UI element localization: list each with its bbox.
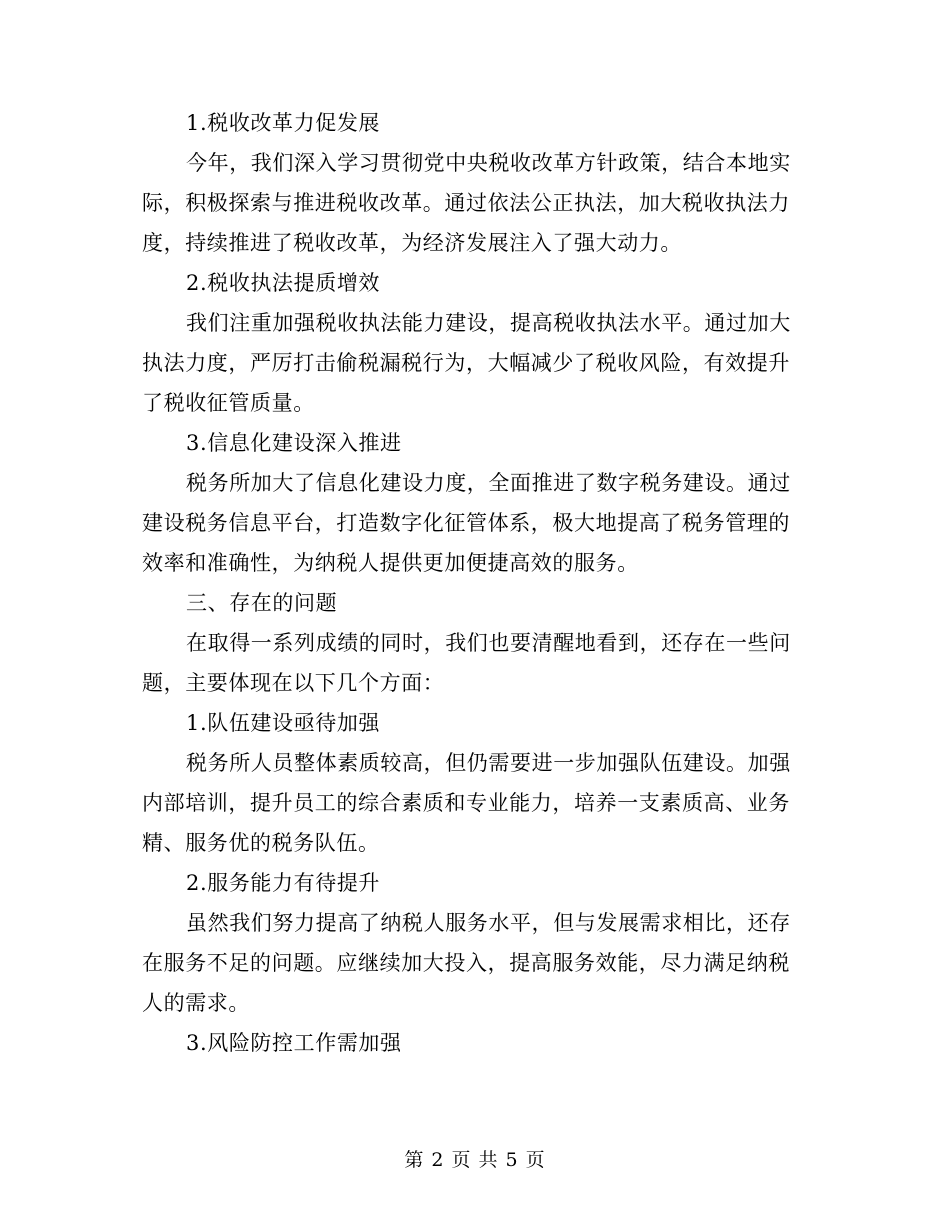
paragraph-line: 税务所人员整体素质较高，但仍需要进一步加强队伍建设。加强 — [186, 751, 791, 775]
paragraph-line: 执法力度，严厉打击偷税漏税行为，大幅减少了税收风险，有效提升 — [142, 351, 790, 375]
paragraph-line: 在服务不足的问题。应继续加大投入，提高服务效能，尽力满足纳税 — [142, 951, 790, 975]
paragraph-line: 税务所加大了信息化建设力度，全面推进了数字税务建设。通过 — [186, 471, 791, 495]
subheading-risk-control: 3.风险防控工作需加强 — [186, 1031, 402, 1055]
subheading-informatization: 3.信息化建设深入推进 — [186, 431, 402, 455]
subheading-enforcement: 2.税收执法提质增效 — [186, 271, 381, 295]
paragraph-line: 精、服务优的税务队伍。 — [142, 831, 380, 855]
paragraph-line: 了税收征管质量。 — [142, 391, 315, 415]
document-body — [142, 103, 807, 1063]
paragraph-line: 在取得一系列成绩的同时，我们也要清醒地看到，还存在一些问 — [186, 631, 791, 655]
paragraph-line: 度，持续推进了税收改革，为经济发展注入了强大动力。 — [142, 231, 682, 255]
paragraph-line: 人的需求。 — [142, 991, 250, 1015]
subheading-tax-reform: 1.税收改革力促发展 — [186, 111, 381, 135]
subheading-service: 2.服务能力有待提升 — [186, 871, 381, 895]
section-heading-problems: 三、存在的问题 — [186, 591, 338, 615]
page-number: 第 2 页 共 5 页 — [404, 1149, 546, 1171]
paragraph-line: 内部培训，提升员工的综合素质和专业能力，培养一支素质高、业务 — [142, 791, 790, 815]
paragraph-line: 今年，我们深入学习贯彻党中央税收改革方针政策，结合本地实 — [186, 151, 791, 175]
paragraph-line: 效率和准确性，为纳税人提供更加便捷高效的服务。 — [142, 551, 639, 575]
paragraph-line: 际，积极探索与推进税收改革。通过依法公正执法，加大税收执法力 — [142, 191, 790, 215]
subheading-team-building: 1.队伍建设亟待加强 — [186, 711, 381, 735]
paragraph-line: 我们注重加强税收执法能力建设，提高税收执法水平。通过加大 — [186, 311, 791, 335]
paragraph-line: 虽然我们努力提高了纳税人服务水平，但与发展需求相比，还存 — [186, 911, 791, 935]
paragraph-line: 题，主要体现在以下几个方面： — [142, 671, 445, 695]
paragraph-line: 建设税务信息平台，打造数字化征管体系，极大地提高了税务管理的 — [142, 511, 790, 535]
